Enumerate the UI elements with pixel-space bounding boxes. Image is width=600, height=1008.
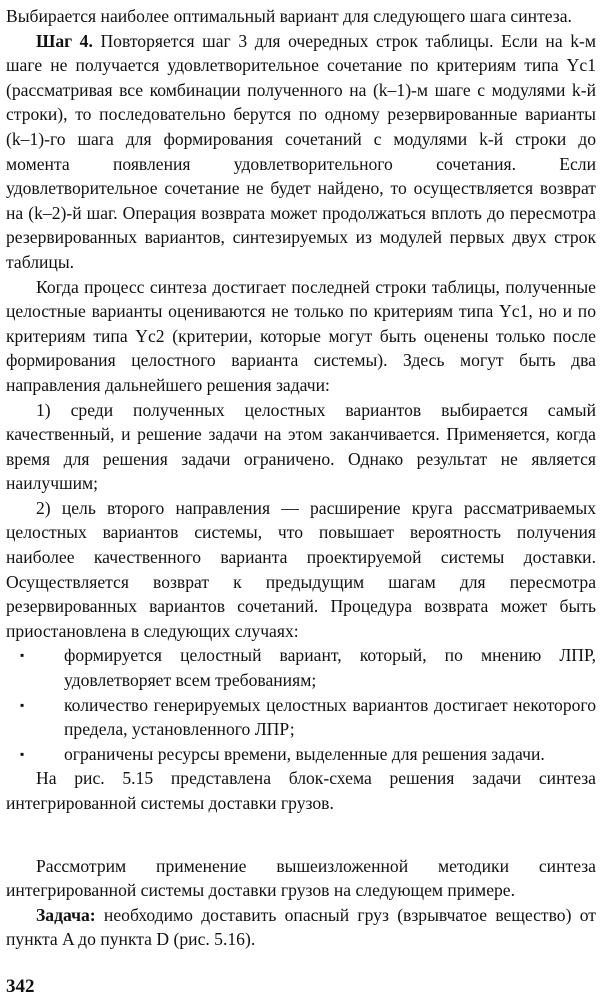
stop-conditions-list	[6, 643, 596, 766]
bullet-icon: ▪	[20, 746, 25, 761]
paragraph-direction-2: 2) цель второго направления — расширение круга рассматриваемых целостных вариантов системы, что повышает вероятность получения наиболее качественного варианта проектируемой системы доставки. Осуществляется возврат к предыдущим шагам для пересмотра резервированных вариантов сочетаний. Процедура возврата может быть приостановлена в следующих случаях:	[6, 497, 596, 641]
bullet-icon: ▪	[20, 648, 25, 663]
paragraph-synthesis-end: Когда процесс синтеза достигает последней строки таблицы, полученные целостные варианты оцениваются не только по критериям типа Yc1, но и по критериям типа Yc2 (критерии, которые могут быть оценены только после формирования целостного варианта системы). Здесь могут быть два направления дальнейшего решения задачи:	[6, 276, 596, 395]
step-4-text: Повторяется шаг 3 для очередных строк таблицы. Если на k-м шаге не получается удовлетворительное сочетание по критериям типа Yc1 (рассматривая все комбинации полученного на (k–1)-м шаге с модулями k-й строки), то последовательно берутся по одному резервированные варианты (k–1)-го шага для формирования сочетаний с модулями k-й строки до момента появления удовлетворительного сочетания. Если удовлетворительное сочетание не будет найдено, то осуществляется возврат на (k–2)-й шаг. Операция возврата может продолжаться вплоть до пересмотра резервированных вариантов, синтезируемых из модулей первых двух строк таблицы.	[6, 30, 597, 272]
list-item	[6, 693, 596, 742]
paragraph-intro: Выбирается наиболее оптимальный вариант для следующего шага синтеза.	[6, 6, 572, 26]
list-item-text: формируется целостный вариант, который, по мнению ЛПР, удовлетворяет всем требованиям;	[64, 645, 596, 691]
step-4-label: Шаг 4.	[36, 30, 93, 51]
section-gap	[6, 816, 596, 854]
task-text: необходимо доставить опасный груз (взрывчатое вещество) от пункта A до пункта D (рис. 5.16).	[6, 904, 596, 950]
page-number: 342	[6, 976, 35, 997]
list-item	[6, 742, 596, 767]
paragraph-direction-1: 1) среди полученных целостных вариантов выбирается самый качественный, и решение задачи на этом заканчивается. Применяется, когда время для решения задачи ограничено. Однако результат не является наилучшим;	[6, 399, 596, 494]
task-label: Задача:	[36, 904, 96, 925]
list-item	[6, 643, 596, 692]
paragraph-example-intro: Рассмотрим применение вышеизложенной методики синтеза интегрированной системы доставки грузов на следующем примере.	[6, 855, 596, 901]
paragraph-figure-ref: На рис. 5.15 представлена блок-схема решения задачи синтеза интегрированной системы доставки грузов.	[6, 768, 596, 813]
paragraph-step-4	[6, 29, 596, 275]
document-page	[6, 4, 596, 952]
list-item-text: количество генерируемых целостных вариантов достигает некоторого предела, установленного ЛПР;	[64, 694, 596, 740]
paragraph-task	[6, 903, 596, 952]
bullet-icon: ▪	[20, 697, 25, 712]
list-item-text: ограничены ресурсы времени, выделенные для решения задачи.	[64, 743, 545, 764]
